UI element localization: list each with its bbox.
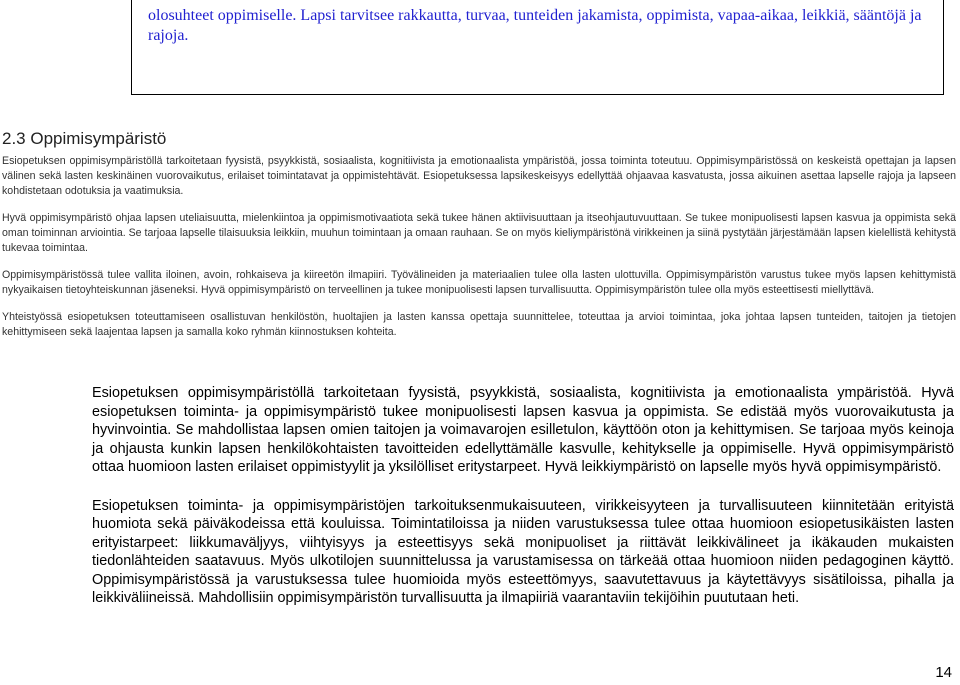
commentary-paragraph: Esiopetuksen toiminta- ja oppimisympäristöjen tarkoituksenmukaisuuteen, virikkeisyyteen ja turvallisuuteen kiinnitetään erityistä huomiota sekä päiväkodeissa että kouluissa. Toimintatiloissa ja niiden varustuksessa tulee ottaa huomioon esiopetusikäisten lasten erityistarpeet: liikkumaväljyys, viihtyisyys ja esteettisyys sekä monipuoliset ja riittävät leikkivälineet ja ikäkauden mukaisten tiedonlähteiden saatavuus. Myös ulkotilojen suunnittelussa ja varustamisessa on tärkeää ottaa huomioon niiden pedagoginen käyttö. Oppimisympäristössä ja varustuksessa tulee huomioida myös esteettömyys, saavutettavuus ja käytettävyys sisätiloissa, pihalla ja leikkiväliineissä. Mahdollisiin oppimisympäristön turvallisuutta ja ilmapiiriä vaarantaviin tekijöihin puututaan heti. <box>92 497 954 606</box>
commentary-block <box>92 384 954 628</box>
section-paragraph: Oppimisympäristössä tulee vallita iloinen, avoin, rohkaiseva ja kiireetön ilmapiiri. Työvälineiden ja materiaalien tulee olla lasten ulottuvilla. Oppimisympäristön varustus tukee myös lapsen kehittymistä nykyaikaisen tietoyhteiskunnan jäseneksi. Hyvä oppimisympäristö on terveellinen ja tukee monipuolisesti lapsen turvallisuutta. Oppimisympäristön tulee olla myös esteettisesti miellyttävä. <box>2 269 956 296</box>
quoted-text-box <box>131 0 944 95</box>
section-paragraph: Esiopetuksen oppimisympäristöllä tarkoitetaan fyysistä, psyykkistä, sosiaalista, kognitiivista ja emotionaalista ympäristöä, jossa toiminta toteutuu. Oppimisympäristössä on keskeistä opettajan ja lapsen välinen sekä lasten keskinäinen vuorovaikutus, erilaiset toimintatavat ja oppimistehtävät. Esiopetuksessa lapsikeskeisyys edellyttää ohjaavaa kasvatusta, jossa aikuinen asettaa lapselle rajoja ja lapseen kohdistetaan odotuksia ja vaatimuksia. <box>2 155 956 197</box>
commentary-paragraph: Esiopetuksen oppimisympäristöllä tarkoitetaan fyysistä, psyykkistä, sosiaalista, kognitiivista ja emotionaalista ympäristöä. Hyvä esiopetuksen toiminta- ja oppimisympäristö tukee monipuolisesti lapsen kasvua ja oppimista. Se edistää myös vuorovaikutusta ja hyvinvointia. Se mahdollistaa lapsen omien taitojen ja voimavarojen esilletulon, käyttöön oton ja kehittymisen. Se tarjoaa myös keinoja ja ohjausta kunkin lapsen henkilökohtaisten tavoitteiden edellyttämälle kasvulle, kehitykselle ja oppimiselle. Hyvä oppimisympäristö ottaa huomioon lasten erilaiset oppimistyylit ja yksilölliset eritystarpeet. Hyvä leikkiympäristö on lapselle myös hyvä oppimisympäristö. <box>92 385 954 475</box>
page-number: 14 <box>935 664 952 681</box>
curriculum-section <box>2 128 956 350</box>
section-paragraph: Hyvä oppimisympäristö ohjaa lapsen uteliaisuutta, mielenkiintoa ja oppimismotivaatiota sekä tukee hänen aktiivisuuttaan ja itseohjautuvuuttaan. Se tukee monipuolisesti lapsen kasvua ja oppimista sekä oman toiminnan arviointia. Se tarjoaa lapselle tilaisuuksia leikkiin, muuhun toimintaan ja omaan rauhaan. Se on myös kieliympäristönä virikkeinen ja siinä pystytään järjestämään lapsen kielellistä kehitystä tukevaa toimintaa. <box>2 212 956 254</box>
section-paragraph: Yhteistyössä esiopetuksen toteuttamiseen osallistuvan henkilöstön, huoltajien ja lasten kanssa opettaja suunnittelee, toteuttaa ja arvioi toimintaa, joka johtaa lapsen tunteiden, taitojen ja tietojen kehittymiseen sekä laajentaa lapsen ja samalla koko ryhmän kiinnostuksen kohteita. <box>2 311 956 338</box>
box-text: olosuhteet oppimiselle. Lapsi tarvitsee rakkautta, turvaa, tunteiden jakamista, oppimista, vapaa-aikaa, leikkiä, sääntöjä ja rajoja. <box>148 7 922 44</box>
section-heading: 2.3 Oppimisympäristö <box>2 129 167 148</box>
